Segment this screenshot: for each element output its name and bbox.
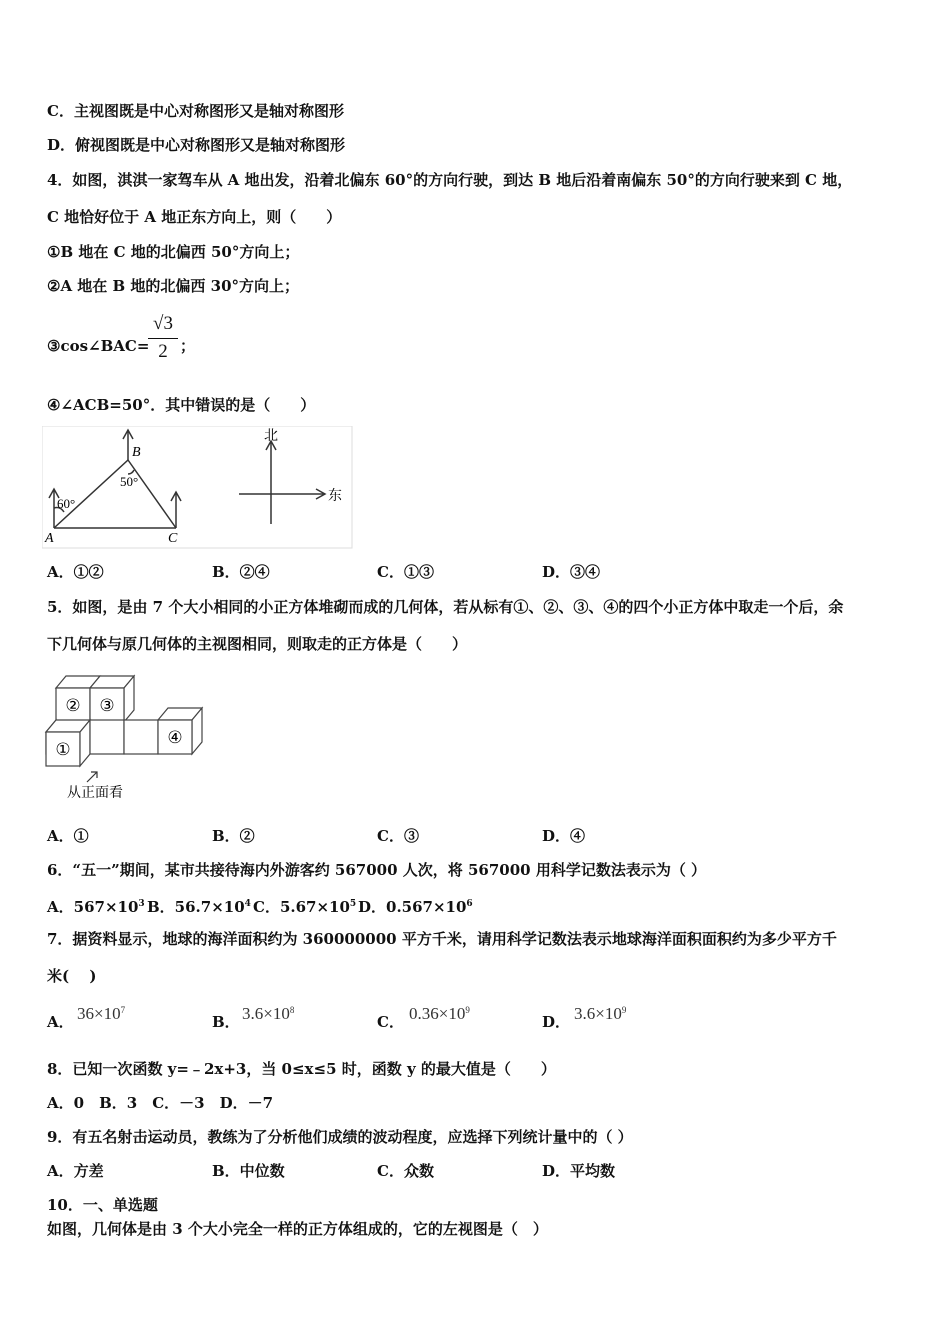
cube-label-3: ③ bbox=[99, 696, 115, 715]
q9-option-c: C．众数 bbox=[377, 1162, 434, 1180]
q8-text: 8．已知一次函数 y=﹣2x+3，当 0≤x≤5 时，函数 y 的最大值是（ ） bbox=[47, 1060, 556, 1078]
q7-option-c-label: C． bbox=[377, 1013, 404, 1031]
q7-text-1: 7．据资料显示，地球的海洋面积约为 360000000 平方千米，请用科学记数法表示地球海洋面积面积约为多少平方千 bbox=[47, 930, 837, 948]
s3-suffix: ； bbox=[180, 337, 196, 355]
q6-option-c: C．$5.67\times 10^5$ bbox=[253, 898, 357, 916]
q5-option-c: C．③ bbox=[377, 827, 419, 845]
q5-option-a: A．① bbox=[47, 827, 89, 845]
q6-text: 6．“五一”期间，某市共接待海内外游客约 567000 人次，将 567000 用科学记数法表示为（ ） bbox=[47, 861, 707, 879]
q5-option-b: B．② bbox=[212, 827, 255, 845]
q4-text-2: C 地恰好位于 A 地正东方向上，则（ ） bbox=[47, 208, 342, 226]
label-b: B bbox=[132, 445, 141, 460]
q9-text: 9．有五名射击运动员，教练为了分析他们成绩的波动程度，应选择下列统计量中的（ ） bbox=[47, 1128, 633, 1146]
q7-option-b-value: $3.6\times 10^8$ bbox=[242, 1004, 295, 1023]
option-d-line: D．俯视图既是中心对称图形又是轴对称图形 bbox=[47, 136, 346, 154]
q4-statement-4: ④∠ACB=50°．其中错误的是（ ） bbox=[47, 396, 316, 414]
q4-text-1: 4．如图，淇淇一家驾车从 A 地出发，沿着北偏东 60°的方向行驶，到达 B 地后沿着南偏东 50°的方向行驶来到 C 地， bbox=[47, 171, 853, 189]
s3-prefix: ③cos∠BAC= bbox=[47, 337, 150, 355]
q8-options: A．0 B．3 C．－3 D．－7 bbox=[47, 1094, 274, 1112]
q5-text-1: 5．如图，是由 7 个大小相同的小正方体堆砌而成的几何体，若从标有①、②、③、④的四个小正方体中取走一个后，余 bbox=[47, 598, 844, 616]
label-c: C bbox=[168, 531, 178, 546]
q7-option-a-value: $36\times 10^7$ bbox=[77, 1004, 126, 1023]
q6-option-a: A．$567\times 10^3$ bbox=[47, 898, 145, 916]
q7-option-c-value: $0.36\times 10^9$ bbox=[409, 1004, 470, 1023]
q7-option-b-label: B． bbox=[212, 1013, 240, 1031]
cube-label-2: ② bbox=[65, 696, 81, 715]
q7-option-d-value: $3.6\times 10^9$ bbox=[574, 1004, 627, 1023]
q4-statement-3 bbox=[47, 336, 149, 356]
q10-heading: 10．一、单选题 bbox=[47, 1196, 158, 1214]
q9-option-b: B．中位数 bbox=[212, 1162, 285, 1180]
q9-option-a: A．方差 bbox=[47, 1162, 104, 1180]
q10-text: 如图，几何体是由 3 个大小完全一样的正方体组成的，它的左视图是（ ） bbox=[47, 1220, 548, 1238]
q6-option-b: B．$56.7\times 10^4$ bbox=[147, 898, 251, 916]
q4-option-a: A．①② bbox=[47, 563, 104, 581]
q4-statement-2: ②A 地在 B 地的北偏西 30°方向上； bbox=[47, 277, 300, 295]
q7-option-d-label: D． bbox=[542, 1013, 571, 1031]
label-angle-b: 50° bbox=[120, 474, 139, 489]
q4-option-b: B．②④ bbox=[212, 563, 270, 581]
q4-option-c: C．①③ bbox=[377, 563, 434, 581]
fraction-sqrt3-over-2 bbox=[148, 312, 178, 363]
label-a: A bbox=[45, 531, 54, 546]
q5-figure bbox=[42, 670, 212, 805]
q9-option-d: D．平均数 bbox=[542, 1162, 616, 1180]
cube-label-1: ① bbox=[55, 740, 71, 759]
q7-text-2: 米( ) bbox=[47, 967, 97, 985]
view-direction-label: 从正面看 bbox=[67, 786, 123, 801]
label-angle-a: 60° bbox=[57, 496, 76, 511]
q4-statement-1: ①B 地在 C 地的北偏西 50°方向上； bbox=[47, 243, 300, 261]
q6-option-d: D．$0.567\times 10^6$ bbox=[358, 898, 473, 916]
option-c-line: C．主视图既是中心对称图形又是轴对称图形 bbox=[47, 102, 344, 120]
label-east: 东 bbox=[328, 489, 342, 504]
q5-text-2: 下几何体与原几何体的主视图相同，则取走的正方体是（ ） bbox=[47, 635, 468, 653]
fraction-bar bbox=[148, 338, 178, 339]
label-north: 北 bbox=[264, 429, 278, 444]
q4-option-d: D．③④ bbox=[542, 563, 601, 581]
q7-option-a-label: A． bbox=[47, 1013, 74, 1031]
fraction-denominator: 2 bbox=[158, 341, 168, 362]
fraction-numerator: √3 bbox=[153, 313, 173, 334]
q4-figure bbox=[42, 426, 354, 550]
q5-option-d: D．④ bbox=[542, 827, 586, 845]
cube-label-4: ④ bbox=[167, 728, 183, 747]
